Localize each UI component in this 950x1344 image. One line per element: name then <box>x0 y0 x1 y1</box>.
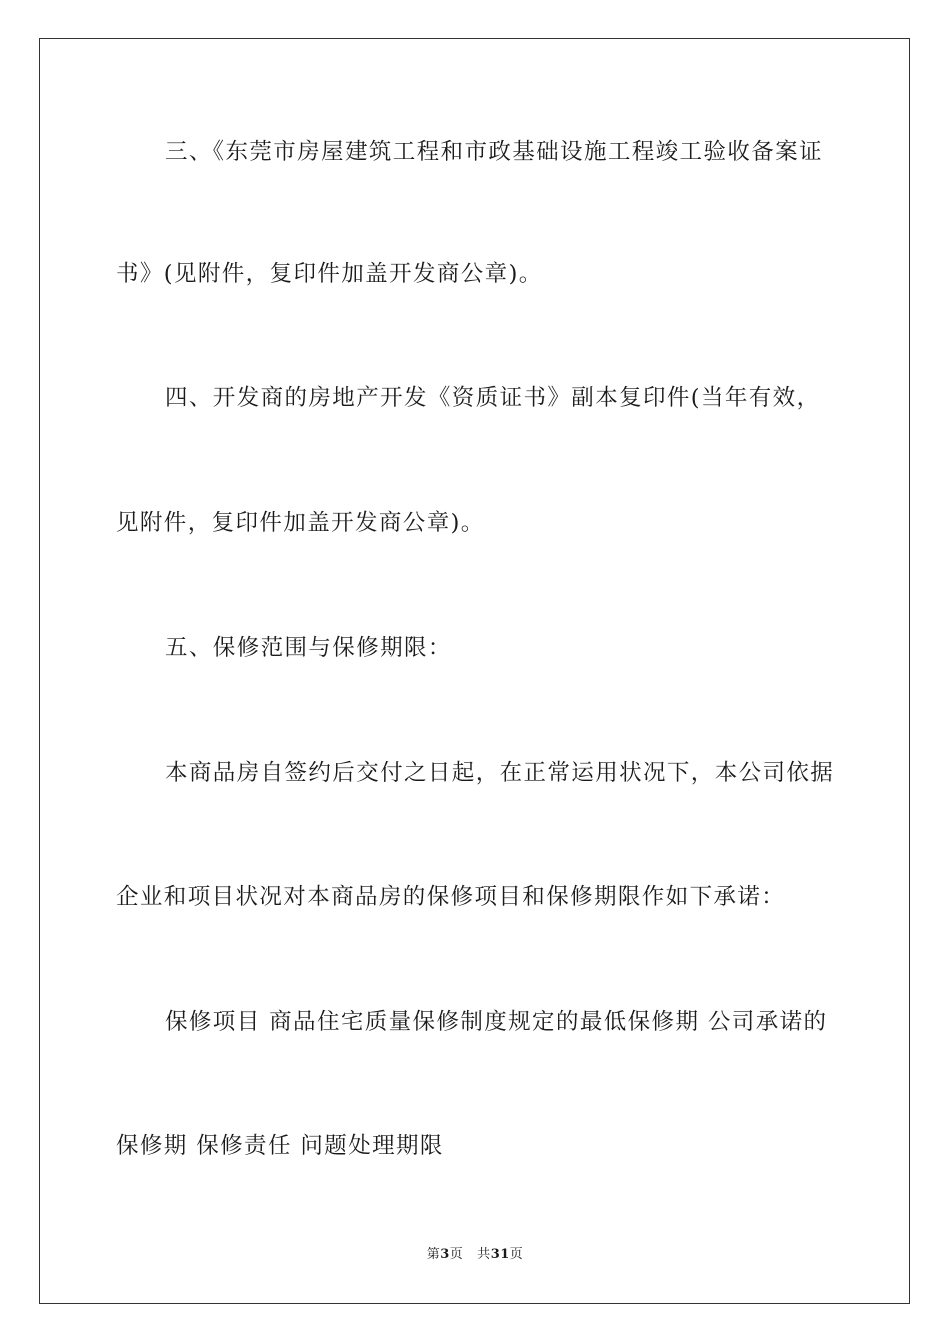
total-prefix: 共 <box>477 1247 491 1262</box>
paragraph-line: 保修期 保修责任 问题处理期限 <box>116 1133 444 1159</box>
page-border <box>39 38 910 1304</box>
paragraph-line: 书》(见附件，复印件加盖开发商公章)。 <box>116 261 543 287</box>
paragraph-line: 三、《东莞市房屋建筑工程和市政基础设施工程竣工验收备案证 <box>165 139 823 165</box>
paragraph-line: 五、保修范围与保修期限： <box>165 635 452 661</box>
total-suffix: 页 <box>509 1247 524 1262</box>
page-number: 3 <box>440 1247 450 1262</box>
paragraph-line: 四、开发商的房地产开发《资质证书》副本复印件(当年有效， <box>165 385 821 411</box>
paragraph-line: 保修项目 商品住宅质量保修制度规定的最低保修期 公司承诺的 <box>165 1009 828 1035</box>
paragraph-line: 本商品房自签约后交付之日起，在正常运用状况下，本公司依据 <box>165 760 835 786</box>
paragraph-line: 企业和项目状况对本商品房的保修项目和保修期限作如下承诺： <box>116 884 786 910</box>
paragraph-line: 见附件，复印件加盖开发商公章)。 <box>116 510 485 536</box>
page-footer <box>0 1246 950 1264</box>
total-pages: 31 <box>490 1247 510 1262</box>
page-suffix: 页 <box>449 1247 464 1262</box>
page-prefix: 第 <box>426 1247 441 1262</box>
